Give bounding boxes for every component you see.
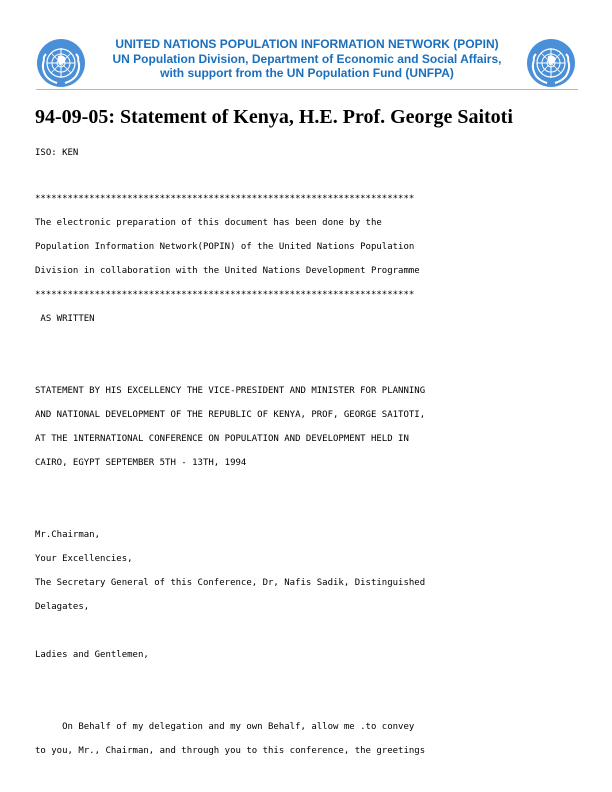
preparation-line-3: Division in collaboration with the United Nations Development Programme (35, 266, 420, 276)
header-line-2: UN Population Division, Department of Economic and Social Affairs, (112, 51, 502, 66)
salutation-line: Mr.Chairman, (35, 530, 101, 540)
iso-code: ISO: KEN (35, 148, 79, 158)
popin-header (92, 37, 522, 81)
separator-stars: ********************************************************************** (35, 194, 415, 204)
statement-line-4: CAIRO, EGYPT SEPTEMBER 5TH - 13TH, 1994 (35, 458, 247, 468)
statement-line-1: STATEMENT BY HIS EXCELLENCY THE VICE-PRESIDENT AND MINISTER FOR PLANNING (35, 386, 426, 396)
header-line-3: with support from the UN Population Fund (UNFPA) (160, 66, 454, 80)
salutation-line: Ladies and Gentlemen, (35, 650, 149, 660)
salutation-line: The Secretary General of this Conference, Dr, Nafis Sadik, Distinguished (35, 578, 426, 588)
salutation-line: Your Excellencies, (35, 554, 133, 564)
separator-stars: ********************************************************************** (35, 290, 415, 300)
salutation-line: Delagates, (35, 602, 90, 612)
un-emblem-icon (526, 38, 576, 88)
statement-line-2: AND NATIONAL DEVELOPMENT OF THE REPUBLIC OF KENYA, PROF, GEORGE SA1TOTI, (35, 410, 426, 420)
statement-line-3: AT THE 1NTERNATIONAL CONFERENCE ON POPULATION AND DEVELOPMENT HELD IN (35, 434, 409, 444)
header-line-1: UNITED NATIONS POPULATION INFORMATION NETWORK (POPIN) (115, 37, 499, 51)
preparation-line-2: Population Information Network(POPIN) of the United Nations Population (35, 242, 415, 252)
paragraph-line-2: to you, Mr., Chairman, and through you to this conference, the greetings (35, 746, 426, 756)
header-divider (36, 89, 578, 90)
paragraph-line-1: On Behalf of my delegation and my own Behalf, allow me .to convey (35, 722, 415, 732)
un-emblem-icon (36, 38, 86, 88)
page-title: 94-09-05: Statement of Kenya, H.E. Prof. George Saitoti (35, 106, 513, 128)
as-written-note: AS WRITTEN (35, 314, 95, 324)
preparation-line-1: The electronic preparation of this document has been done by the (35, 218, 382, 228)
